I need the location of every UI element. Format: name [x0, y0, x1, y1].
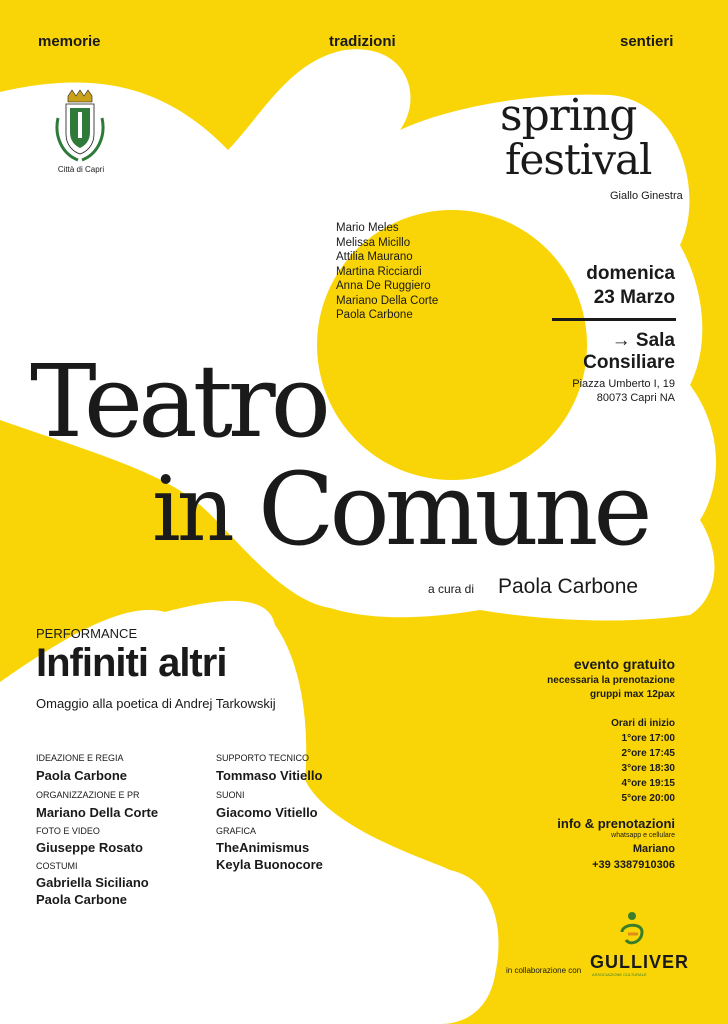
admission-group-size: gruppi max 12pax [589, 689, 675, 700]
event-date: 23 Marzo [593, 287, 675, 308]
cast-member: Attilia Maurano [336, 251, 413, 263]
header-word-tradizioni: tradizioni [329, 33, 396, 50]
festival-word-festival: festival [505, 135, 652, 184]
cast-member: Melissa Micillo [336, 236, 411, 249]
cast-member: Mariano Della Corte [336, 294, 439, 307]
address-line-1: Piazza Umberto I, 19 [572, 378, 675, 390]
credit-name: Paola Carbone [36, 768, 128, 783]
credit-name: Paola Carbone [36, 892, 128, 907]
credit-role: SUONI [216, 790, 245, 800]
venue-line-2: Consiliare [583, 352, 675, 373]
show-kind: PERFORMANCE [36, 626, 138, 641]
city-caption: Città di Capri [57, 165, 105, 174]
curator-name: Paola Carbone [498, 575, 639, 598]
credit-role: SUPPORTO TECNICO [216, 753, 310, 763]
show-title: Infiniti altri [36, 641, 227, 685]
title-teatro: Teatro [30, 343, 326, 460]
credit-name: Giuseppe Rosato [36, 840, 143, 855]
credit-name: Giacomo Vitiello [216, 805, 318, 820]
admission-free: evento gratuito [573, 656, 675, 672]
show-subtitle: Omaggio alla poetica di Andrej Tarkowskij [36, 696, 276, 711]
info-phone[interactable]: +39 3387910306 [592, 859, 675, 871]
address-line-2: 80073 Capri NA [596, 392, 675, 404]
partner-tagline: ASSOCIAZIONE CULTURALE [592, 972, 647, 977]
credit-name: TheAnimismus [216, 840, 310, 855]
venue-line-1: → Sala [611, 330, 675, 351]
cast-member: Martina Ricciardi [336, 265, 422, 278]
cast-member: Mario Meles [336, 222, 399, 234]
header-word-memorie: memorie [38, 33, 101, 50]
credit-role: COSTUMI [36, 861, 78, 871]
schedule-time: 5°ore 20:00 [621, 793, 675, 804]
schedule-time: 2°ore 17:45 [621, 748, 675, 759]
curator-label: a cura di [428, 582, 475, 596]
festival-word-spring: spring [500, 90, 637, 141]
credit-role: GRAFICA [216, 826, 257, 836]
header-word-sentieri: sentieri [620, 33, 674, 50]
cast-member: Anna De Ruggiero [336, 280, 431, 292]
event-day: domenica [586, 263, 675, 284]
credit-role: FOTO E VIDEO [36, 826, 100, 836]
city-crest-icon [52, 88, 108, 168]
partner-label: in collaborazione con [506, 966, 582, 975]
credit-role: IDEAZIONE E REGIA [36, 753, 124, 763]
info-contact-name: Mariano [632, 843, 675, 855]
cast-list [336, 221, 438, 323]
credit-role: ORGANIZZAZIONE E PR [36, 790, 140, 800]
festival-subtitle: Giallo Ginestra [610, 190, 683, 202]
credit-name: Mariano Della Corte [36, 805, 159, 820]
credit-name: Gabriella Siciliano [36, 875, 149, 890]
admission-booking: necessaria la prenotazione [547, 675, 675, 686]
schedule-time: 4°ore 19:15 [621, 778, 675, 789]
schedule-title: Orari di inizio [611, 718, 675, 729]
credit-name: Keyla Buonocore [216, 857, 323, 872]
credit-name: Tommaso Vitiello [216, 768, 323, 783]
gulliver-logo-icon [616, 910, 648, 952]
divider-rule [552, 318, 676, 321]
title-in: in [152, 457, 231, 562]
info-title: info & prenotazioni [557, 816, 675, 831]
schedule-time: 3°ore 18:30 [621, 763, 675, 774]
title-comune: Comune [258, 451, 648, 568]
schedule-time: 1°ore 17:00 [621, 733, 675, 744]
cast-member: Paola Carbone [336, 309, 413, 321]
partner-name: GULLIVER [590, 952, 690, 972]
info-subtitle: whatsapp e cellulare [611, 832, 675, 839]
